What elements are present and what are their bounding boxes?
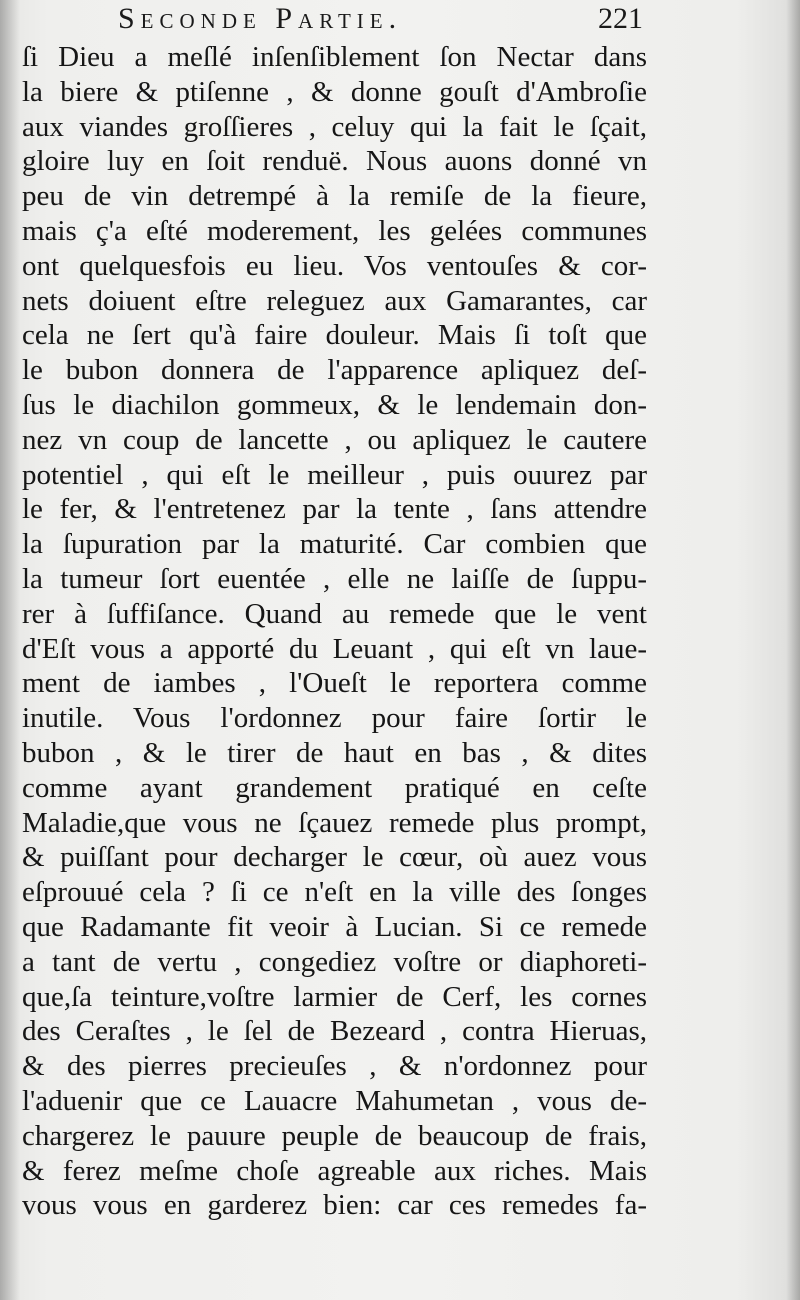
gutter-shadow <box>0 0 20 1300</box>
text-line: la ſupuration par la maturité. Car combien que <box>22 528 647 561</box>
text-line: eſprouué cela ? ſi ce n'eſt en la ville des ſonges <box>22 876 647 909</box>
text-line: la tumeur ſort euentée , elle ne laiſſe de ſuppu- <box>22 562 647 595</box>
text-line: Maladie,que vous ne ſçauez remede plus prompt, <box>22 806 647 839</box>
text-line: mais ç'a eſté moderement, les gelées communes <box>22 214 647 247</box>
running-head <box>0 2 800 38</box>
text-line: & puiſſant pour decharger le cœur, où auez vous <box>22 841 647 874</box>
text-line: gloire luy en ſoit renduë. Nous auons donné vn <box>22 145 647 178</box>
text-line: a tant de vertu , congediez voſtre or diaphoreti- <box>22 945 647 978</box>
text-line: & des pierres precieuſes , & n'ordonnez pour <box>22 1050 647 1083</box>
text-line: ſus le diachilon gommeux, & le lendemain don- <box>22 388 647 421</box>
page-number: 221 <box>598 2 643 35</box>
text-line: le bubon donnera de l'apparence apliquez deſ- <box>22 354 647 387</box>
text-line: nez vn coup de lancette , ou apliquez le cautere <box>22 423 647 456</box>
text-line: rer à ſuffiſance. Quand au remede que le vent <box>22 597 647 630</box>
text-line: chargerez le pauure peuple de beaucoup de frais, <box>22 1119 647 1152</box>
text-line: bubon , & le tirer de haut en bas , & dites <box>22 736 647 769</box>
text-line: inutile. Vous l'ordonnez pour faire ſortir le <box>22 702 647 735</box>
running-title: Seconde Partie. <box>118 2 403 35</box>
text-line: ont quelquesfois eu lieu. Vos ventouſes & cor- <box>22 249 647 282</box>
text-line: & ferez meſme choſe agreable aux riches. Mais <box>22 1154 647 1187</box>
text-line: que,ſa teinture,voſtre larmier de Cerf, les cornes <box>22 980 647 1013</box>
text-line: des Ceraſtes , le ſel de Bezeard , contra Hieruas, <box>22 1015 647 1048</box>
text-line: la biere & ptiſenne , & donne gouſt d'Ambroſie <box>22 75 647 108</box>
text-line: potentiel , qui eſt le meilleur , puis ouurez par <box>22 458 647 491</box>
text-line: vous vous en garderez bien: car ces remedes fa- <box>22 1189 647 1222</box>
text-line: ſi Dieu a meſlé inſenſiblement ſon Nectar dans <box>22 41 647 73</box>
text-line: cela ne ſert qu'à faire douleur. Mais ſi toſt que <box>22 319 647 352</box>
text-line: comme ayant grandement pratiqué en ceſte <box>22 771 647 804</box>
text-line: ment de iambes , l'Oueſt le reportera comme <box>22 667 647 700</box>
text-line: d'Eſt vous a apporté du Leuant , qui eſt vn laue- <box>22 632 647 665</box>
body-text <box>22 40 647 1223</box>
text-line: peu de vin detrempé à la remiſe de la fieure, <box>22 180 647 213</box>
text-line: aux viandes groſſieres , celuy qui la fait le ſçait, <box>22 110 647 143</box>
edge-shadow <box>786 0 800 1300</box>
text-line: l'aduenir que ce Lauacre Mahumetan , vous de- <box>22 1084 647 1117</box>
text-line: nets doiuent eſtre releguez aux Gamarantes, car <box>22 284 647 317</box>
text-line: le fer, & l'entretenez par la tente , ſans attendre <box>22 493 647 526</box>
text-line: que Radamante fit veoir à Lucian. Si ce remede <box>22 910 647 943</box>
